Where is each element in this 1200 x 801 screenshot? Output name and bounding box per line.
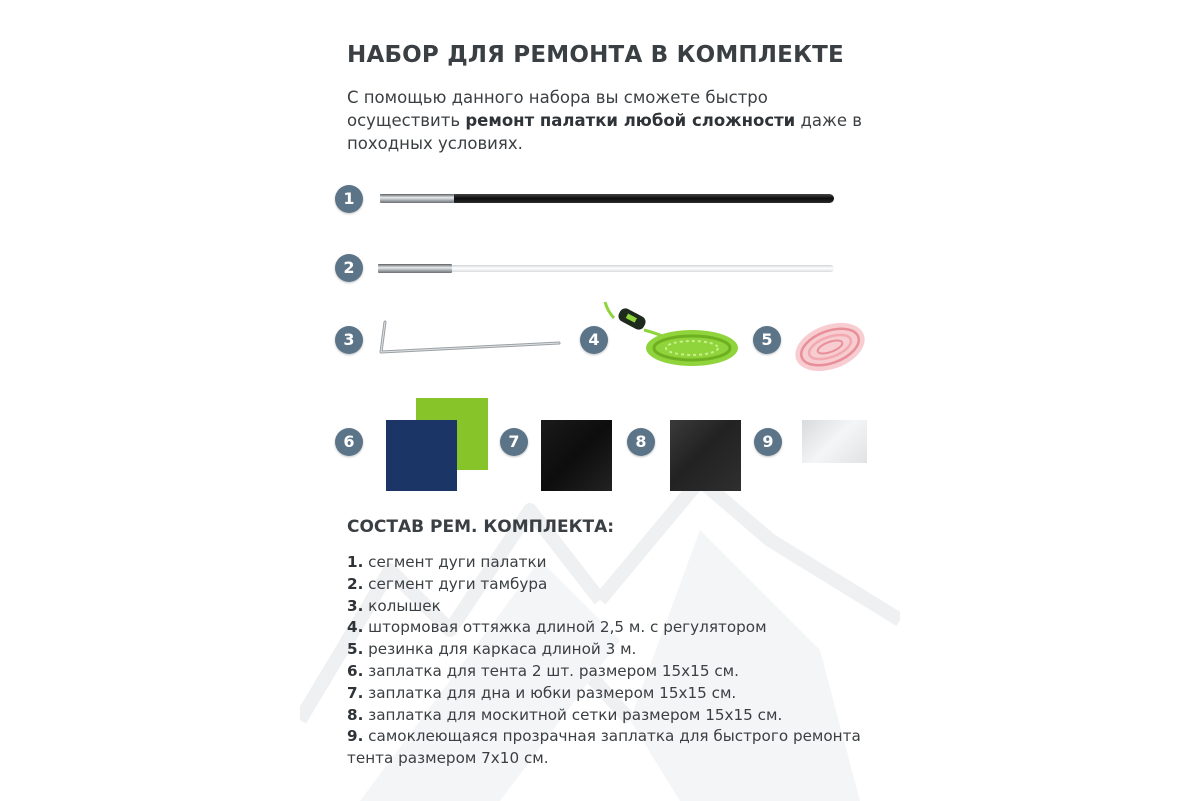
vestibule-arc-segment-image <box>378 264 834 273</box>
list-item <box>347 574 877 596</box>
item-badge-8: 8 <box>627 428 655 456</box>
intro-text-2: даже в походных условиях. <box>347 111 862 153</box>
kit-contents-title: СОСТАВ РЕМ. КОМПЛЕКТА: <box>347 517 615 537</box>
item-number: 7. <box>347 683 364 702</box>
item-text: заплатка для тента 2 шт. размером 15х15 см. <box>363 661 739 680</box>
guy-line-with-tensioner-image <box>600 298 750 378</box>
clear-self-adhesive-patch <box>802 420 867 463</box>
item-badge-6: 6 <box>335 428 363 456</box>
list-item <box>347 617 877 639</box>
item-badge-4: 4 <box>580 326 608 354</box>
item-badge-9: 9 <box>754 428 782 456</box>
item-number: 2. <box>347 574 364 593</box>
item-text: сегмент дуги тамбура <box>363 574 548 593</box>
tent-arc-segment-image <box>380 194 834 203</box>
elastic-cord-image <box>790 315 870 377</box>
item-badge-1: 1 <box>335 185 363 213</box>
item-text: резинка для каркаса длиной 3 м. <box>363 640 637 659</box>
item-number: 8. <box>347 705 364 724</box>
page-title: НАБОР ДЛЯ РЕМОНТА В КОМПЛЕКТЕ <box>347 42 844 68</box>
item-badge-2: 2 <box>335 254 363 282</box>
list-item <box>347 596 877 618</box>
list-item <box>347 683 877 705</box>
mosquito-net-patch <box>670 420 741 491</box>
item-text: самоклеющаяся прозрачная заплатка для быстрого ремонта тента размером 7х10 см. <box>347 727 861 768</box>
item-text: колышек <box>363 596 441 615</box>
item-number: 3. <box>347 596 364 615</box>
floor-patch <box>541 420 612 491</box>
blue-fly-patch <box>386 420 457 491</box>
pole-rod-black <box>454 194 834 203</box>
list-item <box>347 726 877 770</box>
pole-rod-white <box>452 265 834 272</box>
item-text: заплатка для москитной сетки размером 15х15 см. <box>363 705 783 724</box>
pole-ferrule <box>378 264 452 273</box>
item-number: 5. <box>347 640 364 659</box>
item-number: 6. <box>347 661 364 680</box>
list-item <box>347 552 877 574</box>
list-item <box>347 661 877 683</box>
item-number: 4. <box>347 618 364 637</box>
list-item <box>347 639 877 661</box>
intro-paragraph <box>347 86 867 155</box>
item-number: 1. <box>347 553 364 571</box>
list-item <box>347 705 877 727</box>
intro-text-bold: ремонт палатки любой сложности <box>465 111 796 130</box>
item-text: заплатка для дна и юбки размером 15х15 см. <box>363 683 737 702</box>
item-badge-7: 7 <box>500 428 528 456</box>
item-text: штормовая оттяжка длиной 2,5 м. с регулятором <box>363 618 767 637</box>
item-number: 9. <box>347 727 364 746</box>
tent-peg-image <box>375 318 565 358</box>
pole-ferrule <box>380 194 454 203</box>
item-text: сегмент дуги палатки <box>363 553 547 571</box>
intro-text-1: С помощью данного набора вы сможете быстро осуществить <box>347 88 768 130</box>
kit-contents-list <box>347 552 877 770</box>
item-badge-5: 5 <box>753 326 781 354</box>
item-badge-3: 3 <box>335 326 363 354</box>
